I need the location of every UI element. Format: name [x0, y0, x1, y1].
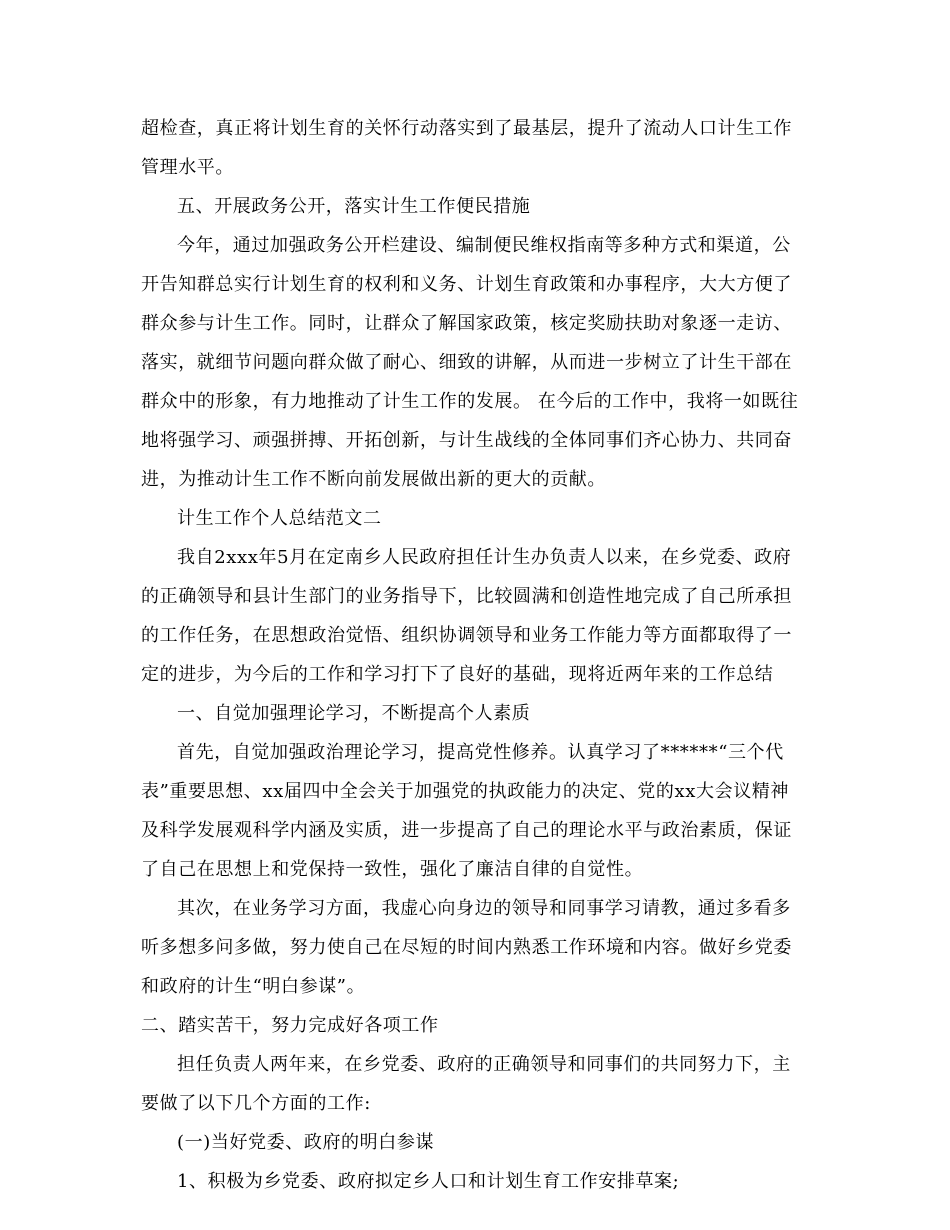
subsection-heading: (一)当好党委、政府的明白参谋: [177, 1132, 435, 1153]
text-line: 进，为推动计生工作不断向前发展做出新的更大的贡献。: [141, 469, 606, 490]
text-line: 群众参与计生工作。同时，让群众了解国家政策，核定奖励扶助对象逐一走访、: [141, 313, 792, 334]
text-line: 定的进步，为今后的工作和学习打下了良好的基础，现将近两年来的工作总结: [141, 664, 774, 685]
section-heading: 一、自觉加强理论学习，不断提高个人素质: [177, 703, 531, 724]
text-line: 担任负责人两年来，在乡党委、政府的正确领导和同事们的共同努力下，主: [177, 1054, 791, 1075]
text-line: 和政府的计生“明白参谋”。: [141, 976, 366, 997]
text-line: 今年，通过加强政务公开栏建设、编制便民维权指南等多种方式和渠道，公: [177, 235, 791, 256]
text-line: 超检查，真正将计划生育的关怀行动落实到了最基层，提升了流动人口计生工作: [141, 118, 792, 139]
text-line: 表”重要思想、xx届四中全会关于加强党的执政能力的决定、党的xx大会议精神: [141, 781, 790, 802]
text-line: 管理水平。: [141, 157, 234, 178]
text-line: 群众中的形象，有力地推动了计生工作的发展。 在今后的工作中，我将一如既往: [141, 391, 799, 412]
text-line: 开告知群总实行计划生育的权利和义务、计划生育政策和办事程序，大大方便了: [141, 274, 792, 295]
document-subtitle: 计生工作个人总结范文二: [177, 508, 382, 529]
text-line: 我自2xxx年5月在定南乡人民政府担任计生办负责人以来，在乡党委、政府: [177, 547, 792, 568]
text-line: 的正确领导和县计生部门的业务指导下，比较圆满和创造性地完成了自己所承担: [141, 586, 792, 607]
text-line: 的工作任务，在思想政治觉悟、组织协调领导和业务工作能力等方面都取得了一: [141, 625, 792, 646]
section-heading: 二、踏实苦干，努力完成好各项工作: [141, 1015, 439, 1036]
section-heading: 五、开展政务公开，落实计生工作便民措施: [177, 196, 531, 217]
text-line: 要做了以下几个方面的工作:: [141, 1093, 371, 1114]
text-line: 地将强学习、顽强拼搏、开拓创新，与计生战线的全体同事们齐心协力、共同奋: [141, 430, 792, 451]
text-line: 首先，自觉加强政治理论学习，提高党性修养。认真学习了******“三个代: [177, 742, 784, 763]
list-item: 1、积极为乡党委、政府拟定乡人口和计划生育工作安排草案;: [177, 1171, 680, 1192]
text-line: 了自己在思想上和党保持一致性，强化了廉洁自律的自觉性。: [141, 859, 644, 880]
text-line: 落实，就细节问题向群众做了耐心、细致的讲解，从而进一步树立了计生干部在: [141, 352, 792, 373]
text-line: 听多想多问多做，努力使自己在尽短的时间内熟悉工作环境和内容。做好乡党委: [141, 937, 792, 958]
text-line: 及科学发展观科学内涵及实质，进一步提高了自己的理论水平与政治素质，保证: [141, 820, 792, 841]
text-line: 其次，在业务学习方面，我虚心向身边的领导和同事学习请教，通过多看多: [177, 898, 791, 919]
